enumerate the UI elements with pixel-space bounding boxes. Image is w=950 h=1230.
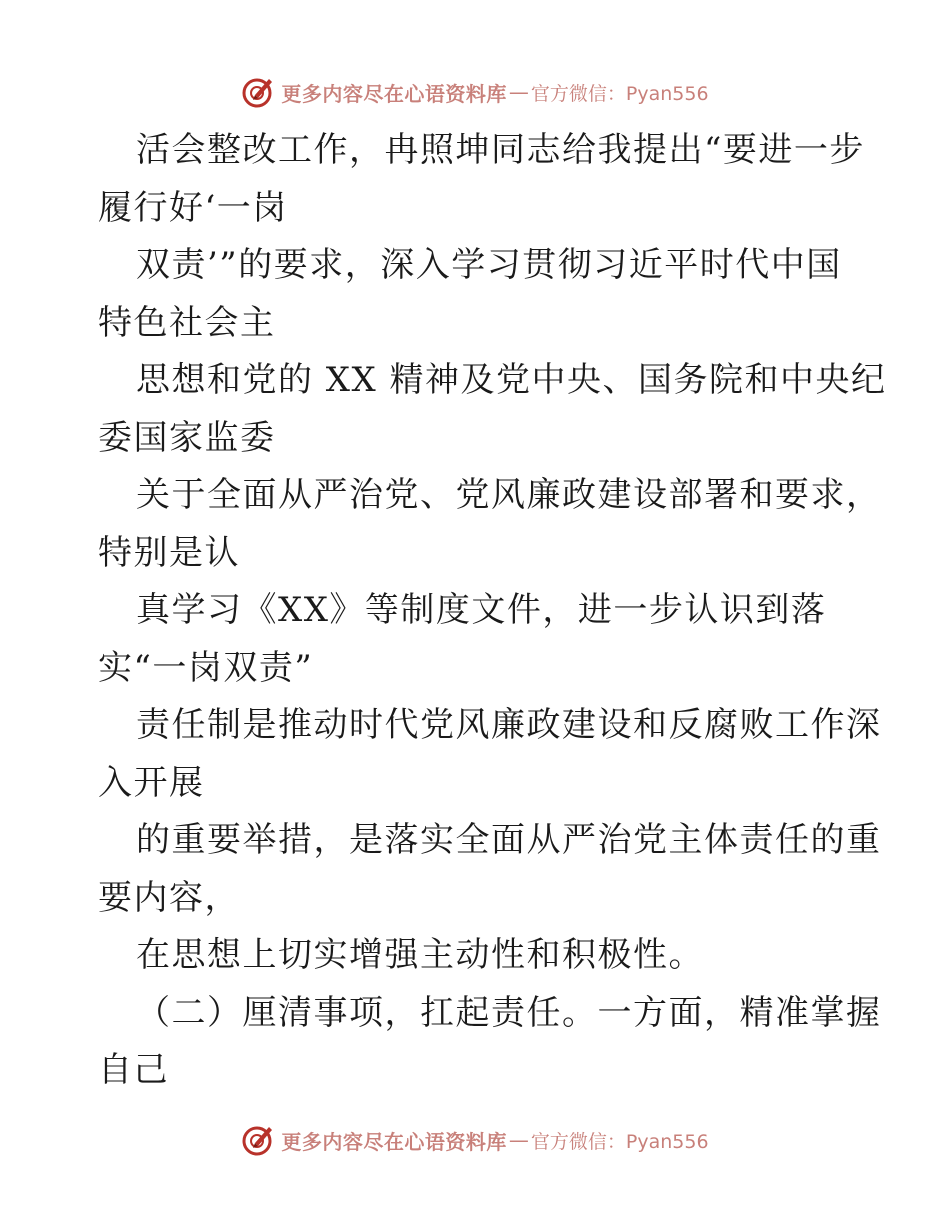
text-line: 的重要举措，是落实全面从严治党主体责任的重 <box>136 820 882 860</box>
header-separator: — <box>508 80 529 104</box>
text-line: 思想和党的 XX 精神及党中央、国务院和中央纪 <box>136 360 887 400</box>
text-line: 特色社会主 <box>98 302 276 343</box>
text-line: 双责’”的要求，深入学习贯彻习近平时代中国 <box>136 245 842 285</box>
text-line: 入开展 <box>98 762 205 803</box>
text-line: 真学习《XX》等制度文件，进一步认识到落 <box>136 590 827 630</box>
pen-logo-icon <box>241 1123 275 1157</box>
footer-wechat-text: 官方微信：Pyan556 <box>530 1130 709 1153</box>
text-line: 在思想上切实增强主动性和积极性。 <box>136 935 704 975</box>
pen-logo-icon <box>241 75 275 109</box>
text-line: 委国家监委 <box>98 417 276 458</box>
footer-separator: — <box>508 1128 529 1152</box>
document-body <box>98 122 887 1100</box>
footer-watermark <box>0 1120 950 1160</box>
text-line: 特别是认 <box>98 532 240 573</box>
text-line: 实“一岗双责” <box>98 647 314 688</box>
header-wechat-text: 官方微信：Pyan556 <box>530 82 709 105</box>
header-site-text: 更多内容尽在心语资料库 <box>281 81 507 106</box>
text-line: 关于全面从严治党、党风廉政建设部署和要求， <box>136 475 882 515</box>
text-line: 要内容， <box>98 877 240 918</box>
text-line: 责任制是推动时代党风廉政建设和反腐败工作深 <box>136 705 882 745</box>
text-line: 自己 <box>98 1050 169 1090</box>
text-line: 履行好‘一岗 <box>98 187 288 228</box>
text-line: 活会整改工作，冉照坤同志给我提出“要进一步 <box>136 130 865 170</box>
header-watermark <box>0 72 950 112</box>
footer-site-text: 更多内容尽在心语资料库 <box>281 1129 507 1154</box>
text-line: （二）厘清事项，扛起责任。一方面，精准掌握 <box>136 992 882 1033</box>
